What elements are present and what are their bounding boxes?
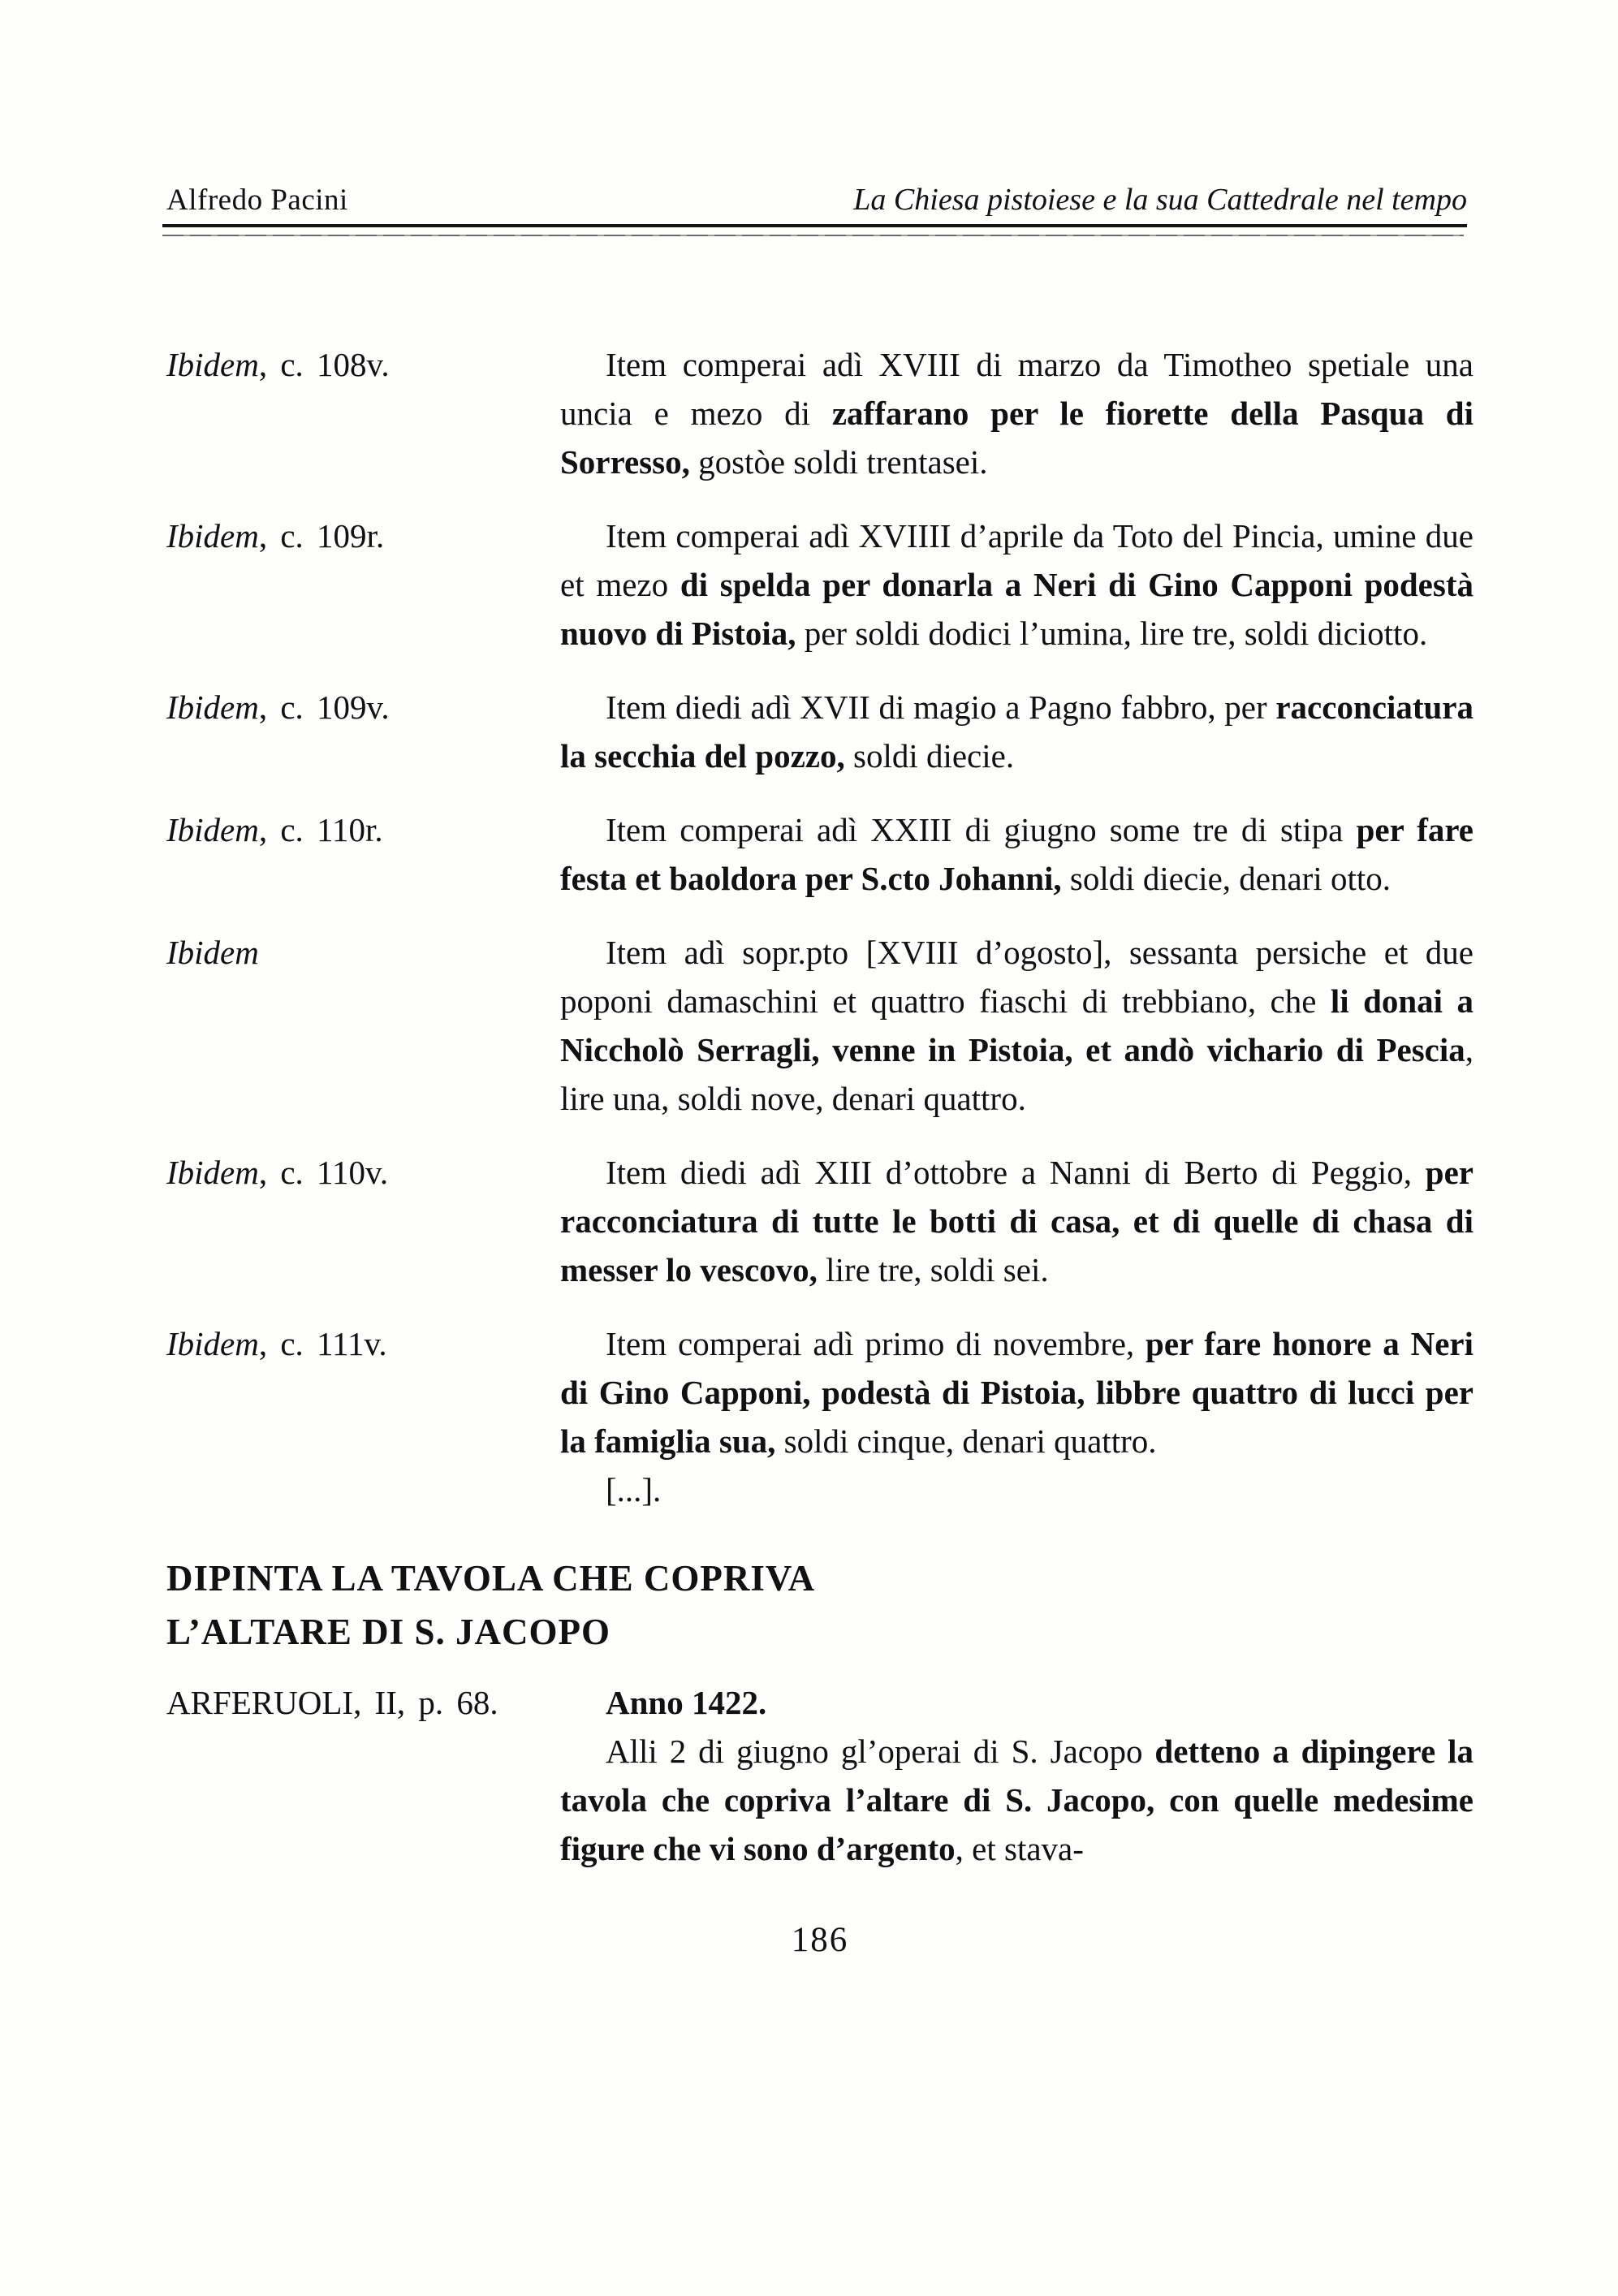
entry-body [560, 805, 1473, 903]
entry-paragraph: Alli 2 di giugno gl’operai di S. Jacopo detteno a dipingere la tavola che copriva l’altare di S. Jacopo, con quelle medesime figure che vi sono d’argento, et stava- [560, 1733, 1473, 1867]
page-number: 186 [791, 1921, 849, 1959]
header-author: Alfredo Pacini [166, 183, 348, 217]
section-heading [166, 1552, 1473, 1659]
section-heading-line-1: DIPINTA LA TAVOLA CHE COPRIVA [166, 1558, 816, 1599]
entry-body [560, 340, 1473, 486]
section-heading-line-2: L’ALTARE DI S. JACOPO [166, 1612, 611, 1652]
entry-paragraph: Item diedi adì XVII di magio a Pagno fabbro, per racconciatura la secchia del pozzo, soldi diecie. [560, 688, 1473, 775]
entry-paragraph: Item comperai adì XXIII di giugno some tre di stipa per fare festa et baoldora per S.cto Johanni, soldi diecie, denari otto. [560, 811, 1474, 897]
entry-ref: Ibidem, c. 109r. [166, 517, 385, 555]
entry-body [560, 1678, 1473, 1873]
entry-body [560, 683, 1473, 780]
entry-body [560, 928, 1473, 1123]
entry-ref: Ibidem, c. 110v. [166, 1154, 389, 1191]
entry-ref: Ibidem [166, 934, 259, 971]
entry-ref: Ibidem, c. 108v. [166, 346, 390, 383]
header-running-title: La Chiesa pistoiese e la sua Cattedrale nel tempo [853, 183, 1467, 217]
entry [166, 511, 1473, 658]
page-footer [166, 1920, 1473, 1960]
entry-ref: ARFERUOLI, II, p. 68. [166, 1684, 498, 1721]
header-rule-echo [162, 235, 1464, 236]
page-content [166, 340, 1473, 1960]
entry-body [560, 511, 1473, 658]
entry [166, 1319, 1473, 1514]
entry [166, 1148, 1473, 1294]
entry-body [560, 1319, 1473, 1514]
entry-paragraph: Anno 1422. [606, 1684, 767, 1721]
entry-ref: Ibidem, c. 110r. [166, 811, 383, 848]
entry-ref: Ibidem, c. 111v. [166, 1325, 387, 1362]
entry-paragraph: Item comperai adì primo di novembre, per fare honore a Neri di Gino Capponi, podestà di Pistoia, libbre quattro di lucci per la famiglia sua, soldi cinque, denari quattro. [560, 1325, 1473, 1460]
entry-paragraph: Item comperai adì XVIII di marzo da Timotheo spetiale una uncia e mezo di zaffarano per le fiorette della Pasqua di Sorresso, gostòe soldi trentasei. [560, 346, 1473, 481]
header-rule [162, 224, 1467, 227]
entry-paragraph: Item diedi adì XIII d’ottobre a Nanni di Berto di Peggio, per racconciatura di tutte le botti di casa, et di quelle di chasa di messer lo vescovo, lire tre, soldi sei. [560, 1154, 1473, 1288]
entry [166, 1678, 1473, 1873]
entry-paragraph: [...]. [606, 1471, 662, 1508]
page-header [166, 0, 1467, 218]
entry-ref: Ibidem, c. 109v. [166, 688, 390, 726]
entry [166, 683, 1473, 780]
entry [166, 805, 1473, 903]
entry [166, 340, 1473, 486]
entry-paragraph: Item comperai adì XVIIII d’aprile da Toto del Pincia, umine due et mezo di spelda per donarla a Neri di Gino Capponi podestà nuovo di Pistoia, per soldi dodici l’umina, lire tre, soldi diciotto. [560, 517, 1473, 652]
entry [166, 928, 1473, 1123]
entry-paragraph: Item adì sopr.pto [XVIII d’ogosto], sessanta persiche et due poponi damaschini et quattro fiaschi di trebbiano, che li donai a Niccholò Serragli, venne in Pistoia, et andò vichario di Pescia, lire una, soldi nove, denari quattro. [560, 934, 1473, 1117]
entry-body [560, 1148, 1473, 1294]
